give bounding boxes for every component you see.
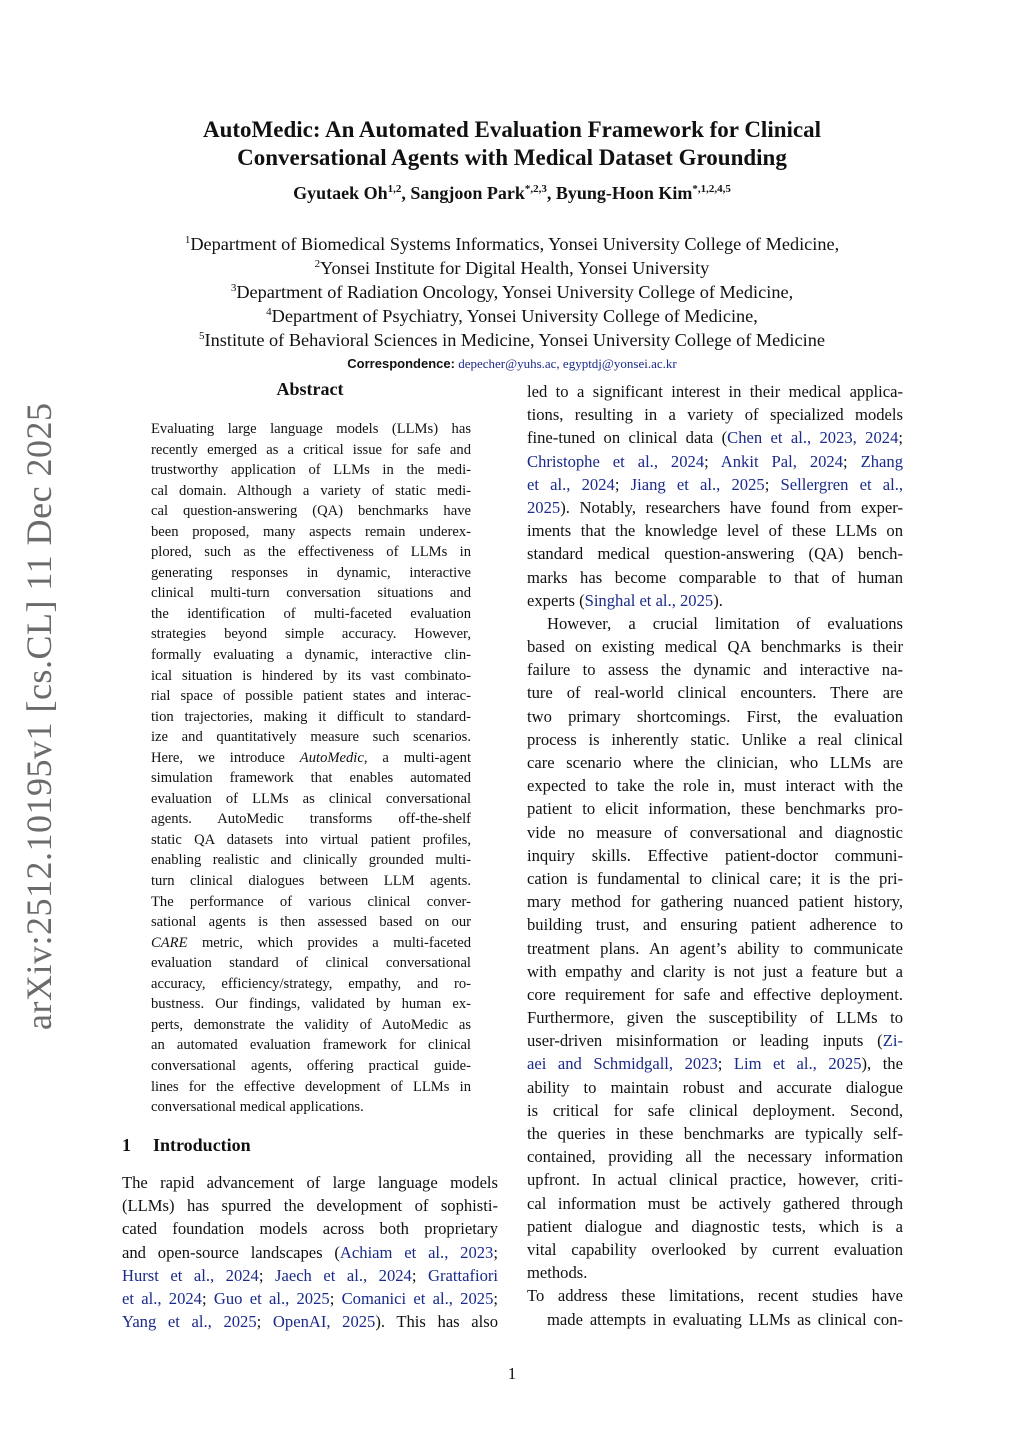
text-run: the identification of multi-faceted evaluation	[151, 605, 471, 622]
text-line	[527, 1215, 903, 1238]
author-separator: ,	[546, 183, 556, 203]
text-run: agents. AutoMedic transforms off-the-shelf	[151, 811, 471, 828]
text-line	[527, 751, 903, 774]
text-run: core requirement for safe and effective deployment.	[527, 984, 903, 1004]
text-run: conversational medical applications.	[151, 1099, 364, 1116]
text-line	[527, 403, 903, 426]
text-line	[527, 1261, 903, 1284]
text-run: is critical for safe clinical deployment. Second,	[527, 1100, 903, 1120]
text-run: recently emerged as a critical issue for safe and	[151, 441, 471, 458]
text-line	[151, 645, 471, 666]
affiliation	[0, 304, 1024, 328]
text-run: patient to elicit information, these benchmarks pro-	[527, 799, 903, 819]
text-run: ). This has also	[375, 1312, 499, 1332]
text-line	[527, 937, 903, 960]
text-run: formally evaluating a dynamic, interactive clin-	[151, 647, 471, 664]
affiliation-number: 2	[314, 258, 321, 270]
citation-link[interactable]: Ankit Pal, 2024	[720, 451, 844, 471]
citation-link[interactable]: aei and Schmidgall, 2023	[527, 1054, 718, 1074]
text-line	[122, 1171, 498, 1194]
text-run: generating responses in dynamic, interactive	[151, 564, 471, 581]
text-line	[527, 844, 903, 867]
text-line	[527, 705, 903, 728]
affiliation-number: 3	[230, 282, 237, 294]
text-run: trustworthy application of LLMs in the medi-	[151, 462, 471, 479]
text-line	[527, 496, 903, 519]
text-line	[527, 473, 903, 496]
text-line	[527, 1145, 903, 1168]
text-run: Evaluating large language models (LLMs) has	[151, 421, 471, 437]
text-line	[122, 1194, 498, 1217]
text-run: user-driven misinformation or leading inputs (	[527, 1031, 883, 1051]
text-run: Here, we introduce	[151, 749, 300, 766]
text-line	[527, 867, 903, 890]
text-run: turn clinical dialogues between LLM agents.	[151, 873, 471, 890]
text-run: (LLMs) has spurred the development of sophisti-	[122, 1196, 498, 1216]
text-run: ;	[258, 1265, 275, 1285]
text-line	[151, 1077, 471, 1098]
text-run: ;	[493, 1242, 498, 1262]
citation-link[interactable]: Chen et al., 2023, 2024	[727, 428, 899, 448]
text-run: cated foundation models across both proprietary	[122, 1219, 498, 1239]
citation-link[interactable]: et al., 2024	[527, 474, 615, 494]
text-line	[527, 519, 903, 542]
text-run: strategies beyond simple accuracy. However,	[151, 626, 471, 643]
affiliation	[0, 328, 1024, 352]
text-line	[151, 850, 471, 871]
text-line	[151, 624, 471, 645]
text-run: fine-tuned on clinical data (	[527, 428, 728, 448]
text-run: perts, demonstrate the validity of AutoMedic as	[151, 1016, 471, 1033]
text-line	[527, 635, 903, 658]
author	[293, 183, 410, 203]
text-line	[151, 727, 471, 748]
author-list	[0, 183, 1024, 204]
section-number: 1	[122, 1135, 131, 1155]
text-line	[151, 583, 471, 604]
text-line	[527, 1168, 903, 1191]
citation-link[interactable]: Grattafiori	[427, 1265, 499, 1285]
text-line	[151, 768, 471, 789]
text-run: tion trajectories, making it difficult to standard-	[151, 708, 471, 725]
citation-link[interactable]: Jiang et al., 2025	[630, 474, 765, 494]
text-line	[151, 481, 471, 502]
text-line	[151, 830, 471, 851]
citation-link[interactable]: Achiam et al., 2023	[339, 1242, 494, 1262]
text-run: vital capability overlooked by current evaluation	[527, 1239, 903, 1259]
text-line	[527, 1122, 903, 1145]
text-run: cal question-answering (QA) benchmarks have	[151, 503, 471, 520]
text-line	[527, 890, 903, 913]
text-run: tions, resulting in a variety of specialized models	[527, 405, 903, 425]
abstract-body	[151, 419, 471, 1118]
affiliation-number: 4	[266, 306, 272, 318]
text-line	[151, 789, 471, 810]
text-run: failure to assess the dynamic and interactive na-	[527, 660, 903, 680]
emphasis-text: CARE	[151, 934, 188, 951]
text-line	[151, 912, 471, 933]
text-line	[151, 953, 471, 974]
citation-link[interactable]: Hurst et al., 2024	[122, 1265, 259, 1285]
text-run: care scenario where the clinician, who LLMs are	[527, 753, 903, 772]
text-run: patient dialogue and diagnostic tests, which is a	[527, 1216, 903, 1236]
text-line	[151, 1056, 471, 1077]
citation-link[interactable]: Guo et al., 2025	[213, 1288, 330, 1308]
citation-link[interactable]: Singhal et al., 2025	[584, 590, 714, 610]
text-line	[527, 1052, 903, 1075]
section-heading-introduction	[122, 1135, 251, 1156]
author-name: Sangjoon Park	[410, 183, 525, 203]
text-run: cation is fundamental to clinical care; it is the pri-	[527, 868, 903, 888]
text-run: treatment plans. An agent’s ability to communicate	[527, 938, 903, 958]
affiliation	[0, 280, 1024, 304]
affiliation	[0, 232, 1024, 256]
text-run: sational agents is then assessed based on our	[151, 914, 471, 931]
text-run: inquiry skills. Effective patient-doctor communi-	[527, 845, 903, 865]
text-line	[527, 728, 903, 751]
text-line	[527, 612, 903, 635]
citation-link[interactable]: OpenAI, 2025	[272, 1312, 376, 1332]
text-run: expected to take the role in, must interact with the	[527, 776, 903, 796]
text-line	[151, 1097, 471, 1118]
author-name: Byung-Hoon Kim	[555, 183, 693, 203]
text-line	[527, 380, 903, 403]
text-line	[527, 960, 903, 983]
text-line	[151, 974, 471, 995]
correspondence-line	[0, 356, 1024, 372]
text-line	[527, 797, 903, 820]
citation-link[interactable]: et al., 2024	[122, 1288, 202, 1308]
text-line	[151, 666, 471, 687]
text-line	[151, 933, 471, 954]
text-line	[527, 658, 903, 681]
affiliation-text: Department of Radiation Oncology, Yonsei University College of Medicine,	[236, 282, 794, 302]
text-line	[151, 994, 471, 1015]
text-run: cal information must be actively gathered through	[527, 1193, 903, 1213]
text-run: ). Notably, researchers have found from exper-	[560, 497, 903, 517]
correspondence-label: Correspondence:	[347, 356, 455, 371]
text-run: made attempts in evaluating LLMs as clinical con-	[547, 1309, 903, 1329]
text-line	[527, 1238, 903, 1261]
arxiv-identifier-stamp: arXiv:2512.10195v1 [cs.CL] 11 Dec 2025	[19, 402, 59, 1030]
text-run: ;	[898, 428, 903, 448]
text-line	[527, 1099, 903, 1122]
text-line	[527, 450, 903, 473]
text-line	[527, 1192, 903, 1215]
text-run: ;	[764, 474, 781, 494]
affiliation-list	[0, 232, 1024, 352]
introduction-right-column	[527, 380, 903, 1331]
citation-link[interactable]: Zhang	[860, 451, 903, 471]
text-run: accuracy, efficiency/strategy, empathy, and ro-	[151, 975, 471, 992]
text-run: standard medical question-answering (QA) bench-	[527, 544, 903, 564]
text-line	[122, 1264, 498, 1287]
citation-link[interactable]: Lim et al., 2025	[733, 1054, 862, 1074]
text-line	[151, 707, 471, 728]
text-run: plored, such as the effectiveness of LLMs in	[151, 544, 471, 561]
author-name: Gyutaek Oh	[293, 183, 388, 203]
text-line	[527, 1284, 903, 1307]
text-run: metric, which provides a multi-faceted	[187, 934, 471, 951]
text-run: two primary shortcomings. First, the evaluation	[527, 706, 903, 726]
text-line	[527, 821, 903, 844]
affiliation-text: Department of Psychiatry, Yonsei University College of Medicine,	[271, 306, 758, 326]
citation-link[interactable]: Christophe et al., 2024	[527, 451, 705, 471]
text-run: cal domain. Although a variety of static medi-	[151, 482, 471, 499]
text-run: iments that the knowledge level of these LLMs on	[527, 521, 903, 541]
text-run: marks has become comparable to that of human	[527, 567, 903, 587]
text-line	[151, 871, 471, 892]
text-run: ;	[704, 451, 721, 471]
citation-link[interactable]: Comanici et al., 2025	[341, 1288, 494, 1308]
abstract-heading: Abstract	[276, 379, 344, 399]
text-run: The rapid advancement of large language models	[122, 1173, 498, 1192]
text-line	[151, 604, 471, 625]
text-line	[151, 522, 471, 543]
text-run: To address these limitations, recent studies have	[527, 1286, 903, 1306]
text-line	[122, 1310, 498, 1333]
text-run: ;	[411, 1265, 428, 1285]
text-run: The performance of various clinical conver-	[151, 893, 471, 910]
text-run: vide no measure of conversational and diagnostic	[527, 822, 903, 842]
text-line	[527, 774, 903, 797]
emphasis-text: AutoMedic	[299, 749, 364, 766]
text-run: ;	[614, 474, 631, 494]
text-line	[527, 426, 903, 449]
text-line	[527, 983, 903, 1006]
text-line	[151, 563, 471, 584]
text-line	[527, 1308, 903, 1331]
affiliation-text: Institute of Behavioral Sciences in Medicine, Yonsei University College of Medicine	[204, 330, 825, 350]
author-affiliation-marks: *,2,3	[524, 183, 547, 195]
text-run: conversational agents, offering practical guide-	[151, 1057, 471, 1074]
section-title: Introduction	[153, 1135, 251, 1155]
text-run: ;	[717, 1054, 734, 1074]
text-line	[151, 419, 471, 440]
text-run: enabling realistic and clinically grounded multi-	[151, 852, 471, 869]
text-run: experts (	[527, 590, 585, 610]
text-run: upfront. In actual clinical practice, however, criti-	[527, 1170, 903, 1190]
citation-link[interactable]: 2025	[527, 497, 561, 517]
affiliation	[0, 256, 1024, 280]
text-run: an automated evaluation framework for clinical	[151, 1037, 471, 1054]
text-line	[151, 440, 471, 461]
text-run: led to a significant interest in their medical applica-	[527, 382, 903, 401]
text-run: building trust, and ensuring patient adherence to	[527, 915, 903, 935]
text-run: based on existing medical QA benchmarks is their	[527, 637, 903, 657]
text-run: static QA datasets into virtual patient profiles,	[151, 831, 471, 848]
text-run: ability to maintain robust and accurate dialogue	[527, 1077, 903, 1097]
text-run: methods.	[527, 1263, 588, 1283]
text-line	[122, 1241, 498, 1264]
text-run: contained, providing all the necessary information	[527, 1147, 903, 1167]
text-line	[122, 1287, 498, 1310]
text-run: ize and quantitatively measure such scenarios.	[151, 729, 471, 746]
text-run: mary method for gathering nuanced patient history,	[527, 892, 903, 912]
text-run: clinical multi-turn conversation situations and	[151, 585, 471, 602]
text-run: bustness. Our findings, validated by human ex-	[151, 996, 471, 1013]
author-separator: ,	[401, 183, 411, 203]
text-line	[527, 1029, 903, 1052]
text-run: However, a crucial limitation of evaluations	[547, 613, 903, 633]
text-run: ture of real-world clinical encounters. There are	[527, 683, 903, 703]
text-run: process is inherently static. Unlike a real clinical	[527, 729, 903, 749]
text-line	[151, 748, 471, 769]
text-run: ;	[843, 451, 861, 471]
text-run: evaluation of LLMs as clinical conversational	[151, 790, 471, 807]
author	[410, 183, 556, 203]
text-line	[527, 542, 903, 565]
text-run: ), the	[861, 1054, 903, 1074]
text-run: , a multi-agent	[363, 749, 472, 766]
page-number: 1	[507, 1364, 517, 1383]
text-run: the queries in these benchmarks are typically self-	[527, 1124, 903, 1143]
text-line	[527, 681, 903, 704]
text-line	[151, 501, 471, 522]
citation-link[interactable]: Zi-	[882, 1031, 903, 1051]
author-affiliation-marks: *,1,2,4,5	[692, 183, 731, 195]
affiliation-text: Department of Biomedical Systems Informatics, Yonsei University College of Medicine,	[190, 234, 840, 254]
text-line	[151, 460, 471, 481]
text-line	[151, 892, 471, 913]
text-run: Furthermore, given the susceptibility of LLMs to	[527, 1008, 903, 1028]
citation-link[interactable]: Sellergren et al.,	[780, 474, 904, 494]
text-run: lines for the effective development of LLMs in	[151, 1078, 471, 1095]
author	[556, 183, 731, 203]
text-line	[151, 1015, 471, 1036]
text-line	[122, 1217, 498, 1240]
text-line	[527, 566, 903, 589]
text-line	[527, 913, 903, 936]
text-run: ;	[329, 1288, 342, 1308]
affiliation-number: 1	[184, 234, 191, 246]
text-run: and open-source landscapes (	[122, 1242, 340, 1262]
text-line	[151, 809, 471, 830]
introduction-left-column	[122, 1171, 498, 1333]
text-line	[151, 542, 471, 563]
citation-link[interactable]: Jaech et al., 2024	[275, 1265, 412, 1285]
correspondence-emails[interactable]: depecher@yuhs.ac, egyptdj@yonsei.ac.kr	[458, 356, 677, 371]
text-run: evaluation standard of clinical conversational	[151, 955, 471, 972]
text-run: been proposed, many aspects remain underex-	[151, 523, 471, 540]
text-run: ;	[493, 1288, 498, 1308]
text-run: ;	[201, 1288, 214, 1308]
text-run: ical situation is hindered by its vast combinato-	[151, 667, 471, 684]
paper-title-line-2: Conversational Agents with Medical Dataset Grounding	[237, 145, 787, 170]
author-affiliation-marks: 1,2	[387, 183, 402, 195]
text-run: ;	[256, 1312, 273, 1332]
text-line	[151, 1035, 471, 1056]
text-line	[527, 1076, 903, 1099]
text-line	[151, 686, 471, 707]
affiliation-text: Yonsei Institute for Digital Health, Yonsei University	[320, 258, 710, 278]
text-line	[527, 1006, 903, 1029]
paper-title	[0, 116, 1024, 172]
text-run: rial space of possible patient states and interac-	[151, 688, 471, 705]
text-run: with empathy and clarity is not just a feature but a	[527, 961, 903, 981]
citation-link[interactable]: Yang et al., 2025	[122, 1312, 257, 1332]
affiliation-number: 5	[199, 330, 205, 342]
text-run: ).	[713, 590, 723, 610]
text-run: simulation framework that enables automated	[151, 770, 471, 787]
text-line	[527, 589, 903, 612]
paper-title-line-1: AutoMedic: An Automated Evaluation Framework for Clinical	[203, 117, 821, 142]
